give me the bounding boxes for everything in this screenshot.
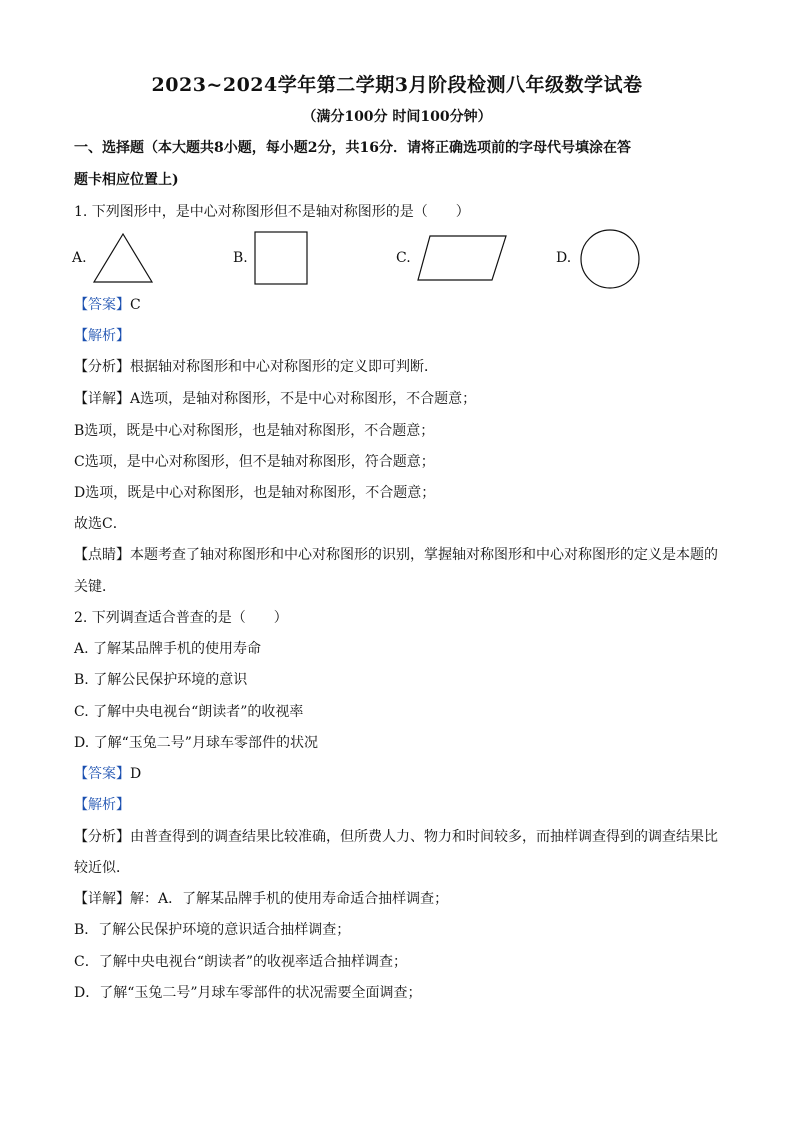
- q2-line-c: C．了解中央电视台“朗读者”的收视率适合抽样调查；: [74, 954, 408, 970]
- triangle-icon: [92, 232, 154, 284]
- q1-line-d: D选项，既是中心对称图形，也是轴对称图形，不合题意；: [74, 485, 436, 501]
- fenxi-tag: 【分析】: [74, 829, 130, 845]
- q1-line-b: B选项，既是中心对称图形，也是轴对称图形，不合题意；: [74, 423, 435, 439]
- q2-stem: 2. 下列调查适合普查的是（ ）: [74, 610, 288, 626]
- q2-option-d: D. 了解“玉兔二号”月球车零部件的状况: [74, 735, 318, 751]
- answer-value: C: [130, 297, 141, 313]
- xiangjie-tag: 【详解】: [74, 891, 130, 907]
- q1-option-c-label: C.: [396, 250, 411, 266]
- fenxi-tag: 【分析】: [74, 359, 130, 375]
- page-title: 2023~2024学年第二学期3月阶段检测八年级数学试卷: [151, 74, 643, 96]
- q1-option-b-label: B.: [233, 250, 248, 266]
- q1-option-a-label: A.: [72, 250, 87, 266]
- q1-xiangjie: [74, 389, 734, 409]
- q2-xiangjie: [74, 889, 734, 909]
- square-icon: [254, 231, 308, 285]
- q2-fenxi-cont: 较近似．: [74, 860, 130, 876]
- q2-answer: [74, 764, 734, 784]
- xiangjie-tag: 【详解】: [74, 391, 130, 407]
- q2-fenxi: [74, 827, 734, 847]
- q2-line-d: D．了解“玉兔二号”月球车零部件的状况需要全面调查；: [74, 985, 422, 1001]
- q2-option-a: A. 了解某品牌手机的使用寿命: [74, 641, 262, 657]
- q1-answer: [74, 295, 734, 315]
- parallelogram-icon: [416, 234, 508, 282]
- fenxi-text: 由普查得到的调查结果比较准确，但所费人力、物力和时间较多，而抽样调查得到的调查结果比: [130, 829, 718, 845]
- q1-conclusion: 故选C．: [74, 516, 127, 532]
- fenxi-text: 根据轴对称图形和中心对称图形的定义即可判断．: [130, 359, 438, 375]
- q1-dianjing: [74, 545, 734, 565]
- xiangjie-text: A选项，是轴对称图形，不是中心对称图形，不合题意；: [130, 391, 477, 407]
- q1-option-d-label: D.: [556, 250, 572, 266]
- q1-line-c: C选项，是中心对称图形，但不是轴对称图形，符合题意；: [74, 454, 435, 470]
- answer-tag: 【答案】: [74, 297, 130, 313]
- q2-option-c: C. 了解中央电视台“朗读者”的收视率: [74, 704, 304, 720]
- dianjing-tag: 【点睛】: [74, 547, 130, 563]
- xiangjie-text: 解：A．了解某品牌手机的使用寿命适合抽样调查；: [130, 891, 449, 907]
- q1-fenxi: [74, 357, 734, 377]
- dianjing-text: 本题考查了轴对称图形和中心对称图形的识别，掌握轴对称图形和中心对称图形的定义是本题的: [130, 547, 718, 563]
- q1-dianjing-cont: 关键．: [74, 579, 116, 595]
- section-heading-cont: 题卡相应位置上): [74, 172, 179, 188]
- section-heading: 一、选择题（本大题共8小题，每小题2分，共16分．请将正确选项前的字母代号填涂在答: [74, 140, 631, 156]
- q2-analysis-tag: 【解析】: [74, 797, 130, 813]
- q2-option-b: B. 了解公民保护环境的意识: [74, 672, 248, 688]
- q1-analysis-tag: 【解析】: [74, 328, 130, 344]
- answer-value: D: [130, 766, 142, 782]
- q2-line-b: B．了解公民保护环境的意识适合抽样调查；: [74, 922, 351, 938]
- page-subtitle: （满分100分 时间100分钟）: [302, 109, 492, 125]
- circle-icon: [579, 228, 641, 290]
- answer-tag: 【答案】: [74, 766, 130, 782]
- q1-stem: 1. 下列图形中，是中心对称图形但不是轴对称图形的是（ ）: [74, 204, 470, 220]
